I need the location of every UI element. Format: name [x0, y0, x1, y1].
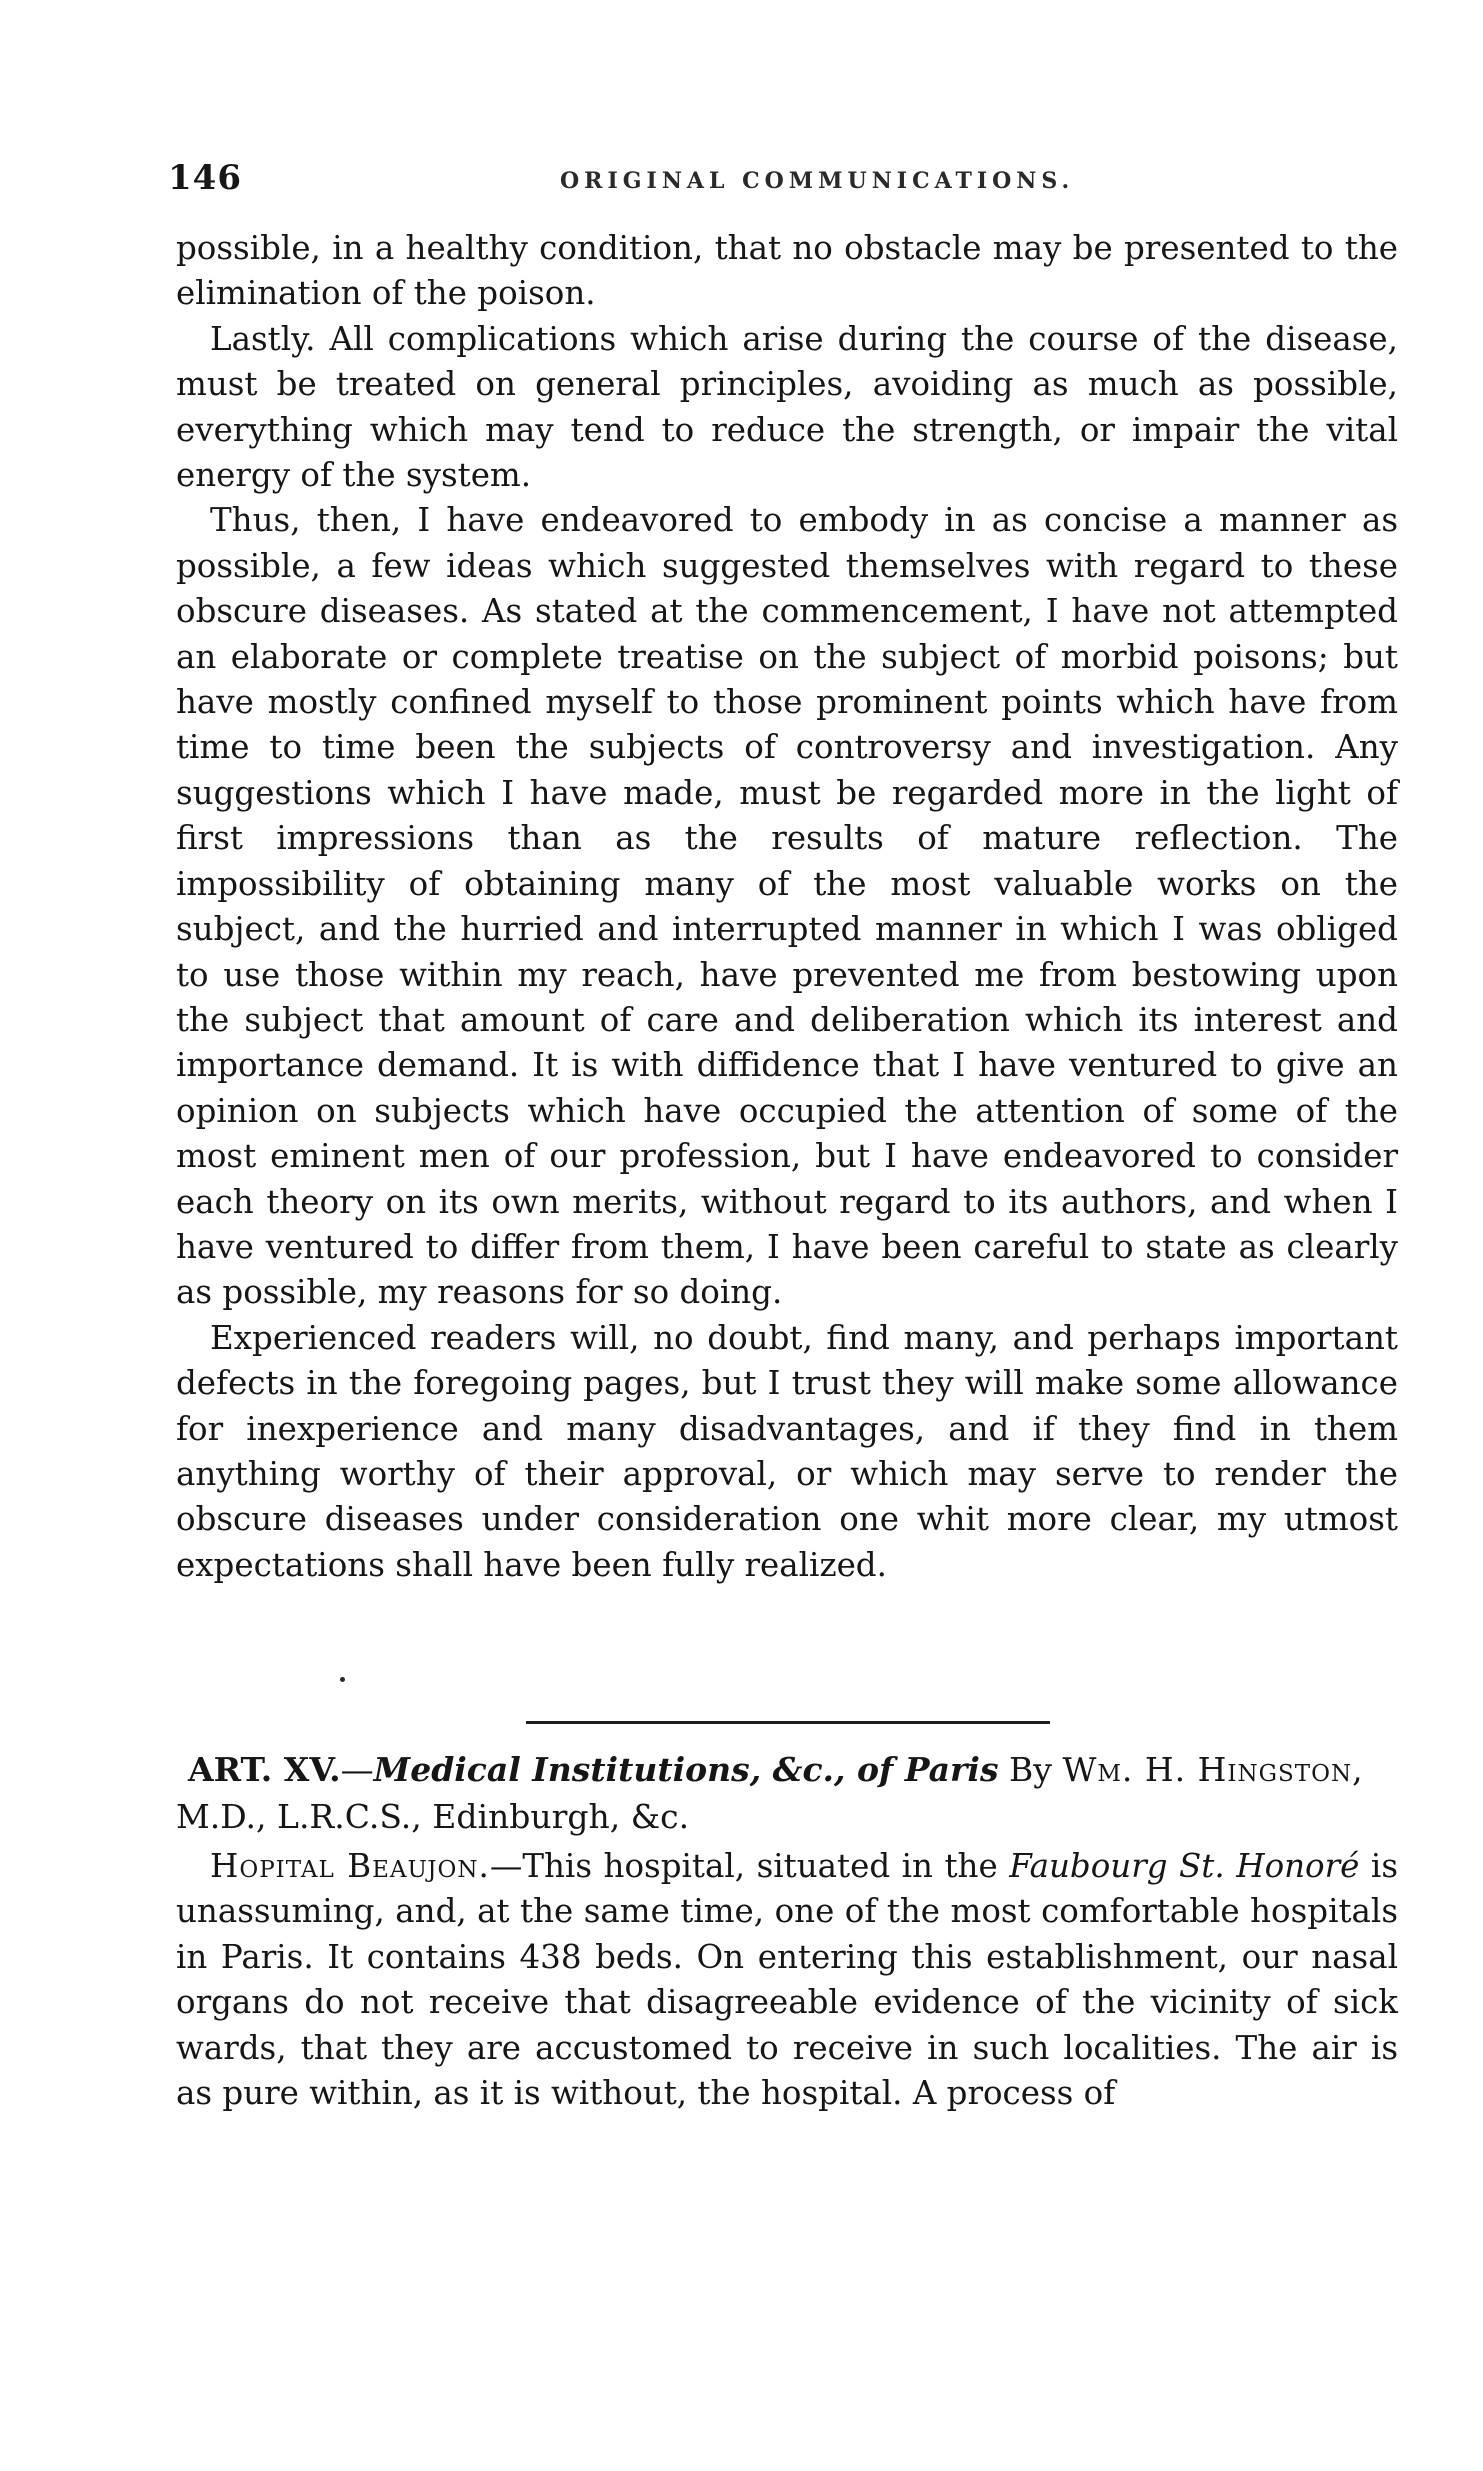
- paragraph-experienced-readers: Experienced readers will, no doubt, find many, and perhaps important defects in the foregoing pages, but I trust they will make some allowance for inexperience and many disadvantages, and if they find in them anything worthy of their approval, or which may serve to render the obscure diseases under consideration one whit more clear, my utmost expectations shall have been fully realized.: [176, 1318, 1398, 1584]
- running-head: ORIGINAL COMMUNICATIONS.: [560, 168, 1075, 194]
- article-number: ART. XV.: [188, 1750, 341, 1789]
- previous-article-conclusion: [176, 226, 1398, 1588]
- article-by: By: [1009, 1750, 1052, 1789]
- page-number: 146: [168, 158, 242, 198]
- paragraph-thus-then: Thus, then, I have endeavored to embody in as concise a manner as possible, a few ideas which suggested themselves with regard to these obscure diseases. As stated at the commencement, I have not attempted an elaborate or complete treatise on the subject of morbid poisons; but have mostly confined myself to those prominent points which have from time to time been the subjects of controversy and investigation. Any suggestions which I have made, must be regarded more in the light of first impressions than as the results of mature reflection. The impossibility of obtaining many of the most valuable works on the subject, and the hurried and interrupted manner in which I was obliged to use those within my reach, have prevented me from bestowing upon the subject that amount of care and deliberation which its interest and importance demand. It is with diffidence that I have ventured to give an opinion on subjects which have occupied the attention of some of the most eminent men of our profession, but I have endeavored to consider each theory on its own merits, without regard to its authors, and when I have ventured to differ from them, I have been careful to state as clearly as possible, my reasons for so doing.: [176, 501, 1398, 1312]
- author-credentials: M.D., L.R.C.S., Edinburgh, &c.: [176, 1797, 690, 1836]
- article-author: Wm. H. Hingston,: [1062, 1750, 1364, 1789]
- paragraph-continuation: possible, in a healthy condition, that no obstacle may be presented to the elimination of the poison.: [176, 229, 1398, 313]
- hospital-text-body: is unassuming, and, at the same time, one of the most comfortable hospitals in Paris. It contains 438 beds. On entering this establishment, our nasal organs do not receive that disagreeable evidence of the vicinity of sick wards, that they are accustomed to receive in such localities. The air is as pure within, as it is without, the hospital. A process of: [176, 1847, 1398, 2113]
- paragraph-hopital-beaujon: [176, 1844, 1398, 2116]
- hospital-text-intro: —This hospital, situated in the: [489, 1847, 1010, 1885]
- article-heading: [176, 1746, 1398, 1793]
- hospital-name: Hopital Beaujon.: [210, 1847, 490, 1885]
- article-title: Medical Institutions, &c., of Paris: [373, 1750, 999, 1789]
- section-divider-rule: [526, 1721, 1050, 1724]
- paragraph-lastly: Lastly. All complications which arise during the course of the disease, must be treated on general principles, avoiding as much as possible, everything which may tend to reduce the strength, or impair the vital energy of the system.: [176, 319, 1398, 495]
- new-article: [176, 1746, 1398, 2116]
- hospital-location: Faubourg St. Honoré: [1009, 1847, 1360, 1885]
- stray-mark: [340, 1677, 345, 1682]
- article-dash: —: [340, 1750, 374, 1789]
